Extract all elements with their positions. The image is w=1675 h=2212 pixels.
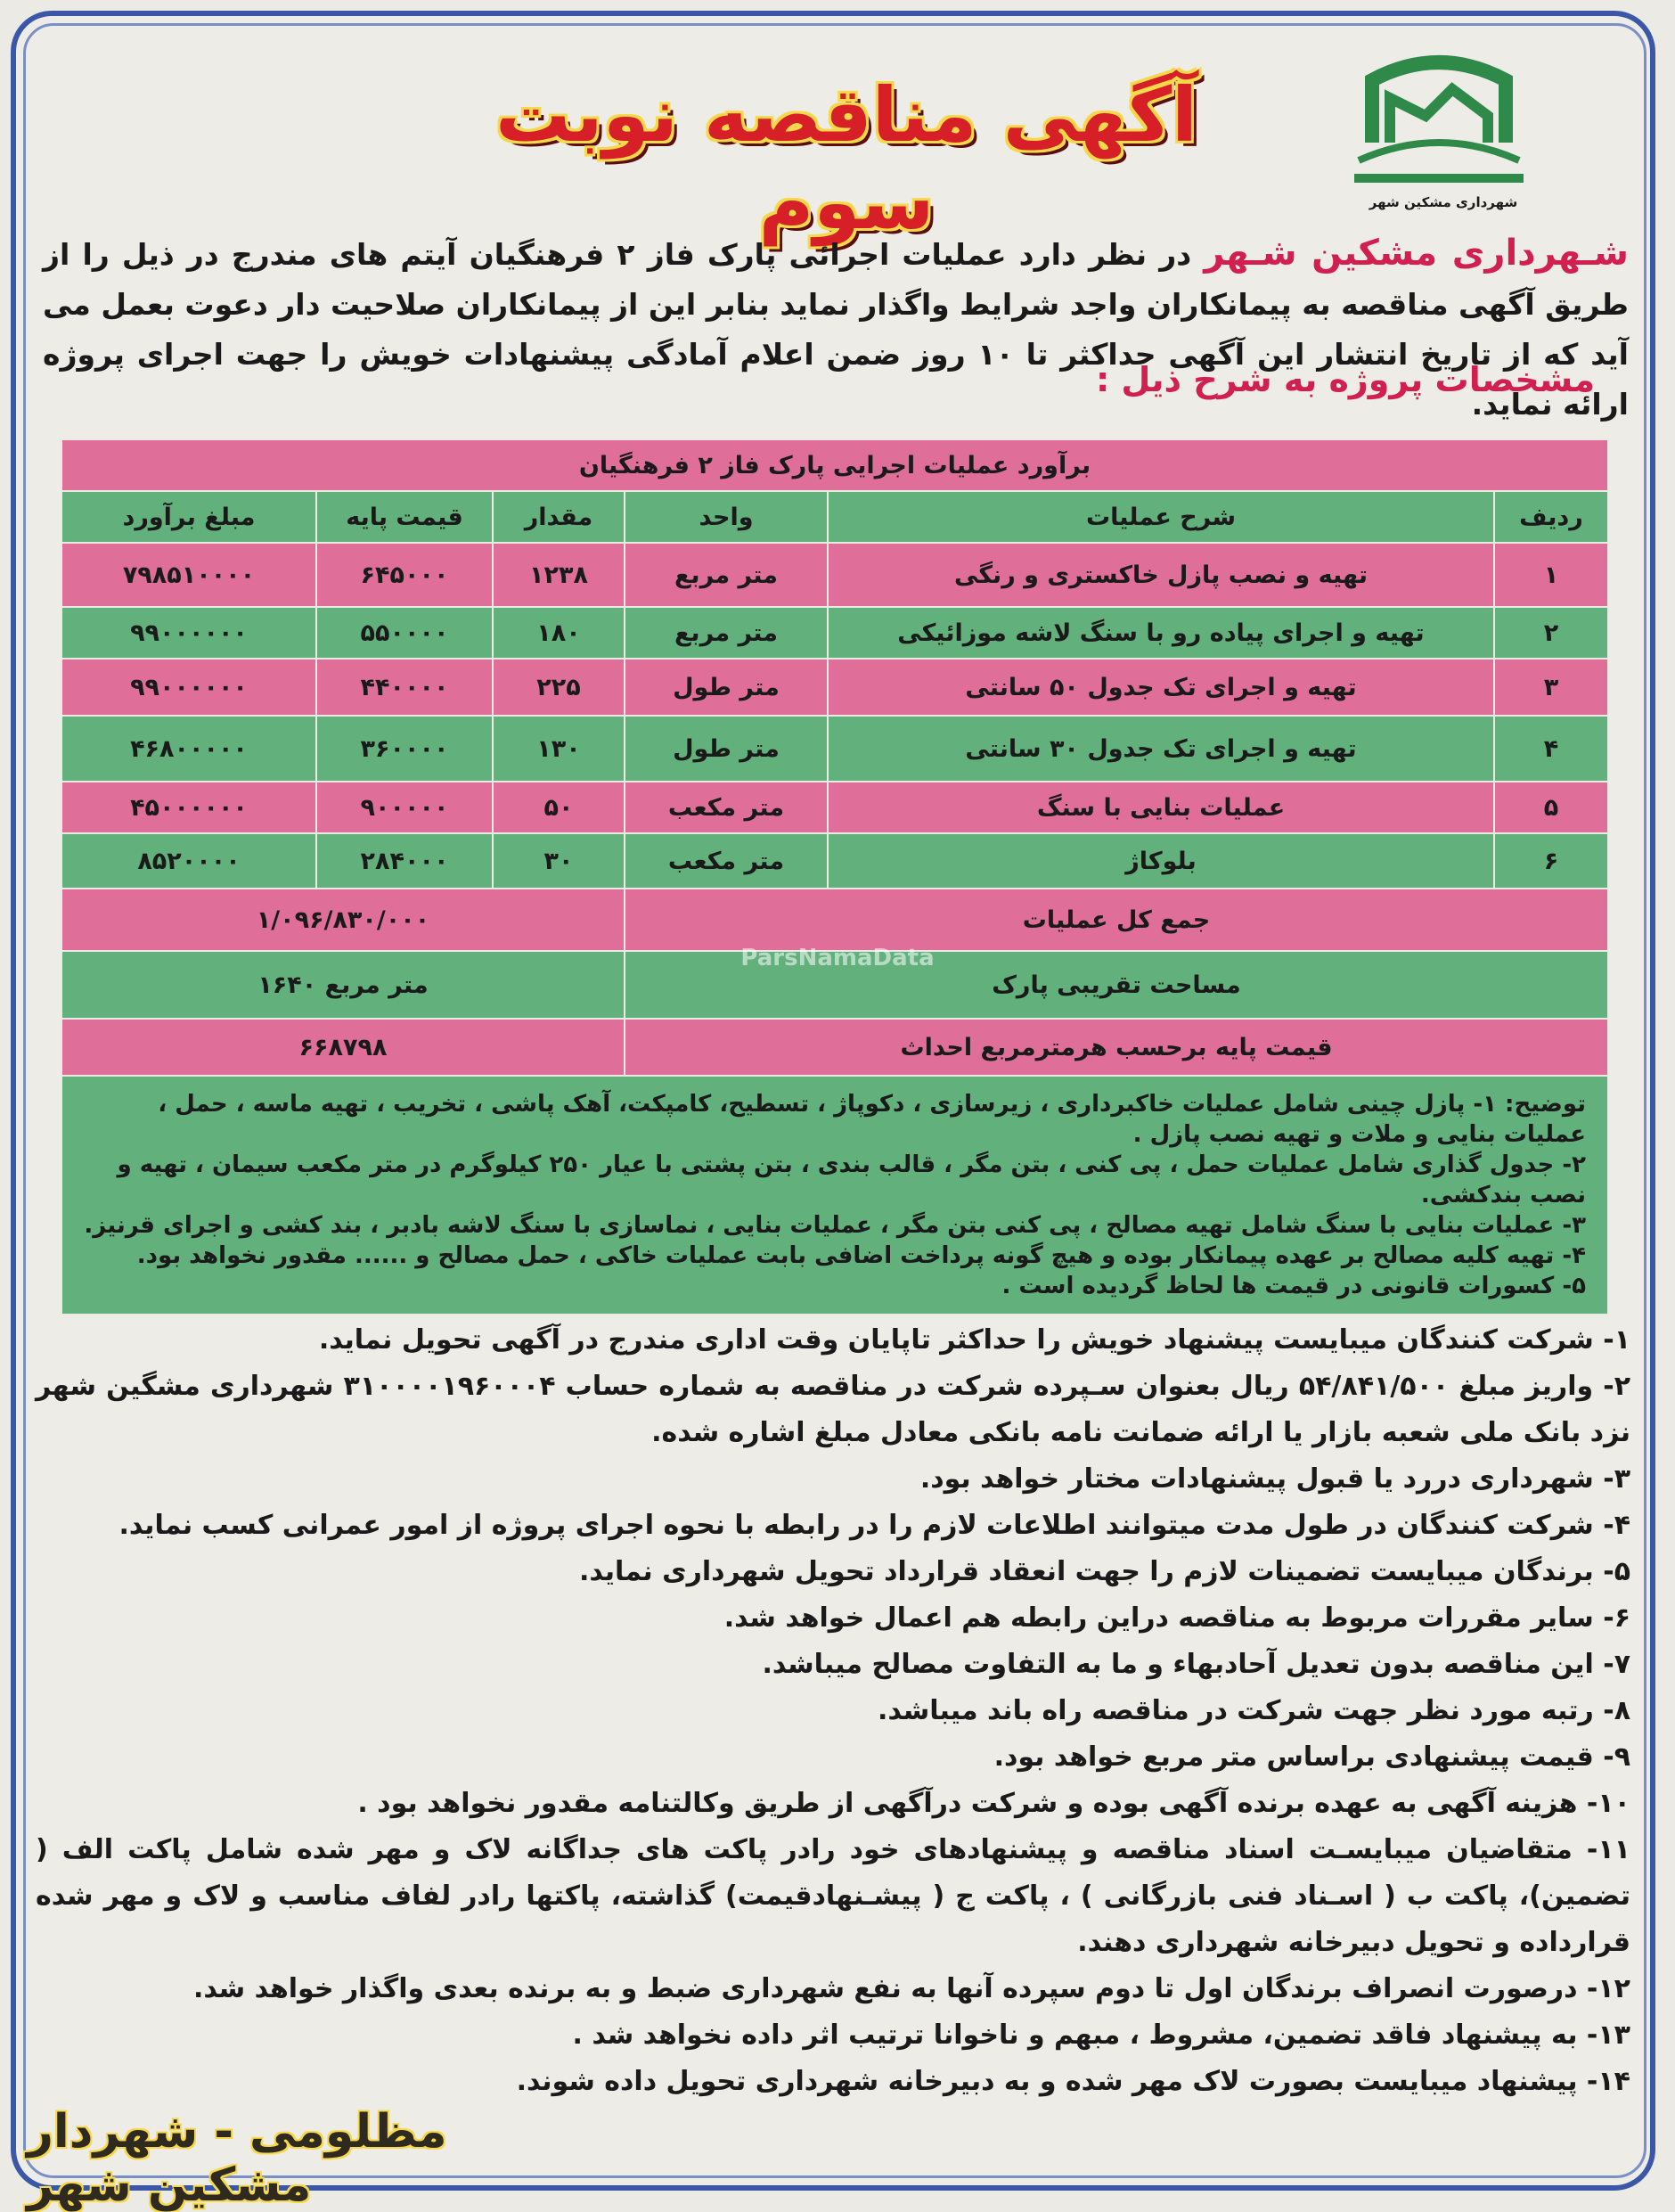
- summary-value: ۱/۰۹۶/۸۳۰/۰۰۰: [61, 889, 625, 951]
- municipality-logo-icon: [1319, 36, 1559, 214]
- cell: ۴۴۰۰۰۰: [316, 659, 493, 716]
- col-header-price: قیمت پایه: [316, 491, 493, 543]
- cell: تهیه و نصب پازل خاکستری و رنگی: [828, 543, 1494, 607]
- condition-item: ۳- شهرداری دررد یا قبول پیشنهادات مختار خواهد بود.: [919, 1463, 1630, 1495]
- condition-item: ۱۱- متقاضیان میبایسـت اسناد مناقصه و پیشنهادهای خود رادر پاکت های جداگانه لاک و مهر شده شامل پاکت الف ( تضمین)، پاکت ب ( اسـناد فنی بازرگانی ) ، پاکت ج ( پیشـنهادقیمت) گذاشته، پاکتها رادر لفاف مناسب و لاک و مهر شده قرارداده و تحویل دبیرخانه شهرداری دهند.: [36, 1834, 1630, 1958]
- table-row: [61, 833, 1608, 889]
- intro-text: در نظر دارد عملیات اجرائی پارک فاز ۲ فرهنگیان آیتم های مندرج در ذیل را از طریق آگهی مناقصه به پیمانکاران واجد شرایط واگذار نماید بنابر این از پیمانکاران صلاحیت دار دعوت بعمل می آید که از تاریخ انتشار این آگهی حداکثر تا ۱۰ روز ضمن اعلام آمادگی پیشنهادات خویش را جهت اجرای پروژه ارائه نماید.: [43, 237, 1629, 422]
- cell: تهیه و اجرای تک جدول ۵۰ سانتی: [828, 659, 1494, 716]
- table-notes: [61, 1076, 1608, 1315]
- cell: متر مکعب: [625, 782, 828, 833]
- cell: ۳: [1494, 659, 1608, 716]
- summary-value: متر مربع ۱۶۴۰: [61, 951, 625, 1019]
- condition-item: ۴- شرکت کنندگان در طول مدت میتوانند اطلاعات لازم را در رابطه با نحوه اجرای پروژه از امور عمرانی کسب نماید.: [118, 1510, 1630, 1541]
- spec-heading: مشخصات پروژه به شرح ذیل :: [1095, 360, 1595, 399]
- cell: ۱۸۰: [493, 607, 625, 659]
- table-row: [61, 543, 1608, 607]
- cell: تهیه و اجرای تک جدول ۳۰ سانتی: [828, 716, 1494, 782]
- cell: ۵۰: [493, 782, 625, 833]
- cell: ۶: [1494, 833, 1608, 889]
- cell: ۶۴۵۰۰۰: [316, 543, 493, 607]
- watermark: ParsNamaData: [740, 945, 935, 971]
- estimate-table: [61, 438, 1609, 1315]
- cell: ۱۳۰: [493, 716, 625, 782]
- note-line: ۳- عملیات بنایی با سنگ شامل تهیه مصالح ، پی کنی بتن مگر ، عملیات بنایی ، نماسازی با سنگ لاشه بادبر ، بند کشی و اجرای قرنیز.: [84, 1212, 1586, 1239]
- cell: ۴: [1494, 716, 1608, 782]
- cell: متر مربع: [625, 607, 828, 659]
- col-header-qty: مقدار: [493, 491, 625, 543]
- cell: ۱۲۳۸: [493, 543, 625, 607]
- table-row: [61, 659, 1608, 716]
- col-header-amount: مبلغ برآورد: [61, 491, 316, 543]
- condition-item: ۷- این مناقصه بدون تعدیل آحادبهاء و ما به التفاوت مصالح میباشد.: [762, 1649, 1630, 1680]
- cell: متر مکعب: [625, 833, 828, 889]
- cell: ۹۰۰۰۰۰: [316, 782, 493, 833]
- condition-item: ۱- شرکت کنندگان میبایست پیشنهاد خویش را حداکثر تاپایان وقت اداری مندرج در آگهی تحویل نماید.: [318, 1324, 1630, 1356]
- conditions-list: [36, 1317, 1630, 2105]
- summary-row-total: [61, 889, 1608, 951]
- col-header-desc: شرح عملیات: [828, 491, 1494, 543]
- note-line: توضیح: ۱- پازل چینی شامل عملیات خاکبرداری ، زیرسازی ، دکوپاژ ، تسطیح، کامپکت، آهک پاشی ، تخریب ، تهیه ماسه ، حمل ، عملیات بنایی و ملات و تهیه نصب پازل .: [158, 1091, 1586, 1148]
- cell: ۱: [1494, 543, 1608, 607]
- cell: ۴۵۰۰۰۰۰۰: [61, 782, 316, 833]
- note-line: ۵- کسورات قانونی در قیمت ها لحاظ گردیده است .: [1001, 1273, 1586, 1299]
- condition-item: ۹- قیمت پیشنهادی براساس متر مربع خواهد بود.: [993, 1741, 1630, 1773]
- condition-item: ۵- برندگان میبایست تضمینات لازم را جهت انعقاد قرارداد تحویل شهرداری نماید.: [579, 1556, 1630, 1587]
- org-name: شـهرداری مشکین شـهر: [1204, 233, 1629, 274]
- summary-row-base-price: [61, 1019, 1608, 1076]
- cell: ۸۵۲۰۰۰۰: [61, 833, 316, 889]
- cell: متر طول: [625, 716, 828, 782]
- cell: متر مربع: [625, 543, 828, 607]
- cell: ۷۹۸۵۱۰۰۰۰: [61, 543, 316, 607]
- col-header-row: ردیف: [1494, 491, 1608, 543]
- cell: ۵: [1494, 782, 1608, 833]
- condition-item: ۶- سایر مقررات مربوط به مناقصه دراین رابطه هم اعمال خواهد شد.: [723, 1602, 1630, 1634]
- cell: ۲۸۴۰۰۰: [316, 833, 493, 889]
- table-row: [61, 782, 1608, 833]
- condition-item: ۱۳- به پیشنهاد فاقد تضمین، مشروط ، مبهم و ناخوانا ترتیب اثر داده نخواهد شد .: [572, 2019, 1630, 2051]
- summary-value: ۶۶۸۷۹۸: [61, 1019, 625, 1076]
- note-line: ۲- جدول گذاری شامل عملیات حمل ، پی کنی ، بتن مگر ، قالب بندی ، بتن پشتی با عیار ۲۵۰ کیلوگرم در متر مکعب سیمان ، تهیه و نصب بندکشی.: [117, 1151, 1586, 1208]
- col-header-unit: واحد: [625, 491, 828, 543]
- cell: ۹۹۰۰۰۰۰۰: [61, 607, 316, 659]
- signature: مظلومی - شهردار مشکین شهر: [27, 2105, 447, 2212]
- condition-item: ۱۲- درصورت انصراف برندگان اول تا دوم سپرده آنها به نفع شهرداری ضبط و به برنده بعدی واگذار خواهد شد.: [192, 1973, 1630, 2004]
- cell: ۳۰: [493, 833, 625, 889]
- condition-item: ۱۴- پیشنهاد میبایست بصورت لاک مهر شده و به دبیرخانه شهرداری تحویل داده شوند.: [516, 2066, 1630, 2097]
- condition-item: ۸- رتبه مورد نظر جهت شرکت در مناقصه راه باند میباشد.: [877, 1695, 1630, 1726]
- header: [36, 36, 1639, 246]
- summary-label: جمع کل عملیات: [625, 889, 1608, 951]
- cell: ۹۹۰۰۰۰۰۰: [61, 659, 316, 716]
- cell: ۲۲۵: [493, 659, 625, 716]
- cell: ۵۵۰۰۰۰: [316, 607, 493, 659]
- cell: ۴۶۸۰۰۰۰۰: [61, 716, 316, 782]
- page-title: آگهی مناقصه نوبت سوم: [495, 71, 1197, 246]
- table-row: [61, 716, 1608, 782]
- condition-item: ۱۰- هزینه آگهی به عهده برنده آگهی بوده و شرکت درآگهی از طریق وکالتنامه مقدور نخواهد بود .: [357, 1788, 1630, 1819]
- cell: تهیه و اجرای پیاده رو با سنگ لاشه موزائیکی: [828, 607, 1494, 659]
- table-caption: برآورد عملیات اجرایی پارک فاز ۲ فرهنگیان: [61, 439, 1608, 491]
- condition-item: ۲- واریز مبلغ ۵۴/۸۴۱/۵۰۰ ریال بعنوان سـپرده شرکت در مناقصه به شماره حساب ۳۱۰۰۰۰۱۹۶۰۰۰۴ شهرداری مشگین شهر نزد بانک ملی شعبه بازار یا ارائه ضمانت نامه بانکی معادل مبلغ اشاره شده.: [36, 1371, 1631, 1448]
- intro-paragraph: [43, 228, 1629, 430]
- summary-label: قیمت پایه برحسب هرمترمربع احداث: [625, 1019, 1608, 1076]
- cell: ۳۶۰۰۰۰: [316, 716, 493, 782]
- table-row: [61, 607, 1608, 659]
- cell: متر طول: [625, 659, 828, 716]
- cell: بلوکاژ: [828, 833, 1494, 889]
- cell: ۲: [1494, 607, 1608, 659]
- summary-label: مساحت تقریبی پارک: [625, 951, 1608, 1019]
- note-line: ۴- تهیه کلیه مصالح بر عهده پیمانکار بوده و هیچ گونه پرداخت اضافی بابت عملیات خاکی ، حمل مصالح و ...... مقدور نخواهد بود.: [136, 1242, 1586, 1269]
- logo-caption: شهرداری مشکین شهر: [1369, 194, 1518, 210]
- cell: عملیات بنایی با سنگ: [828, 782, 1494, 833]
